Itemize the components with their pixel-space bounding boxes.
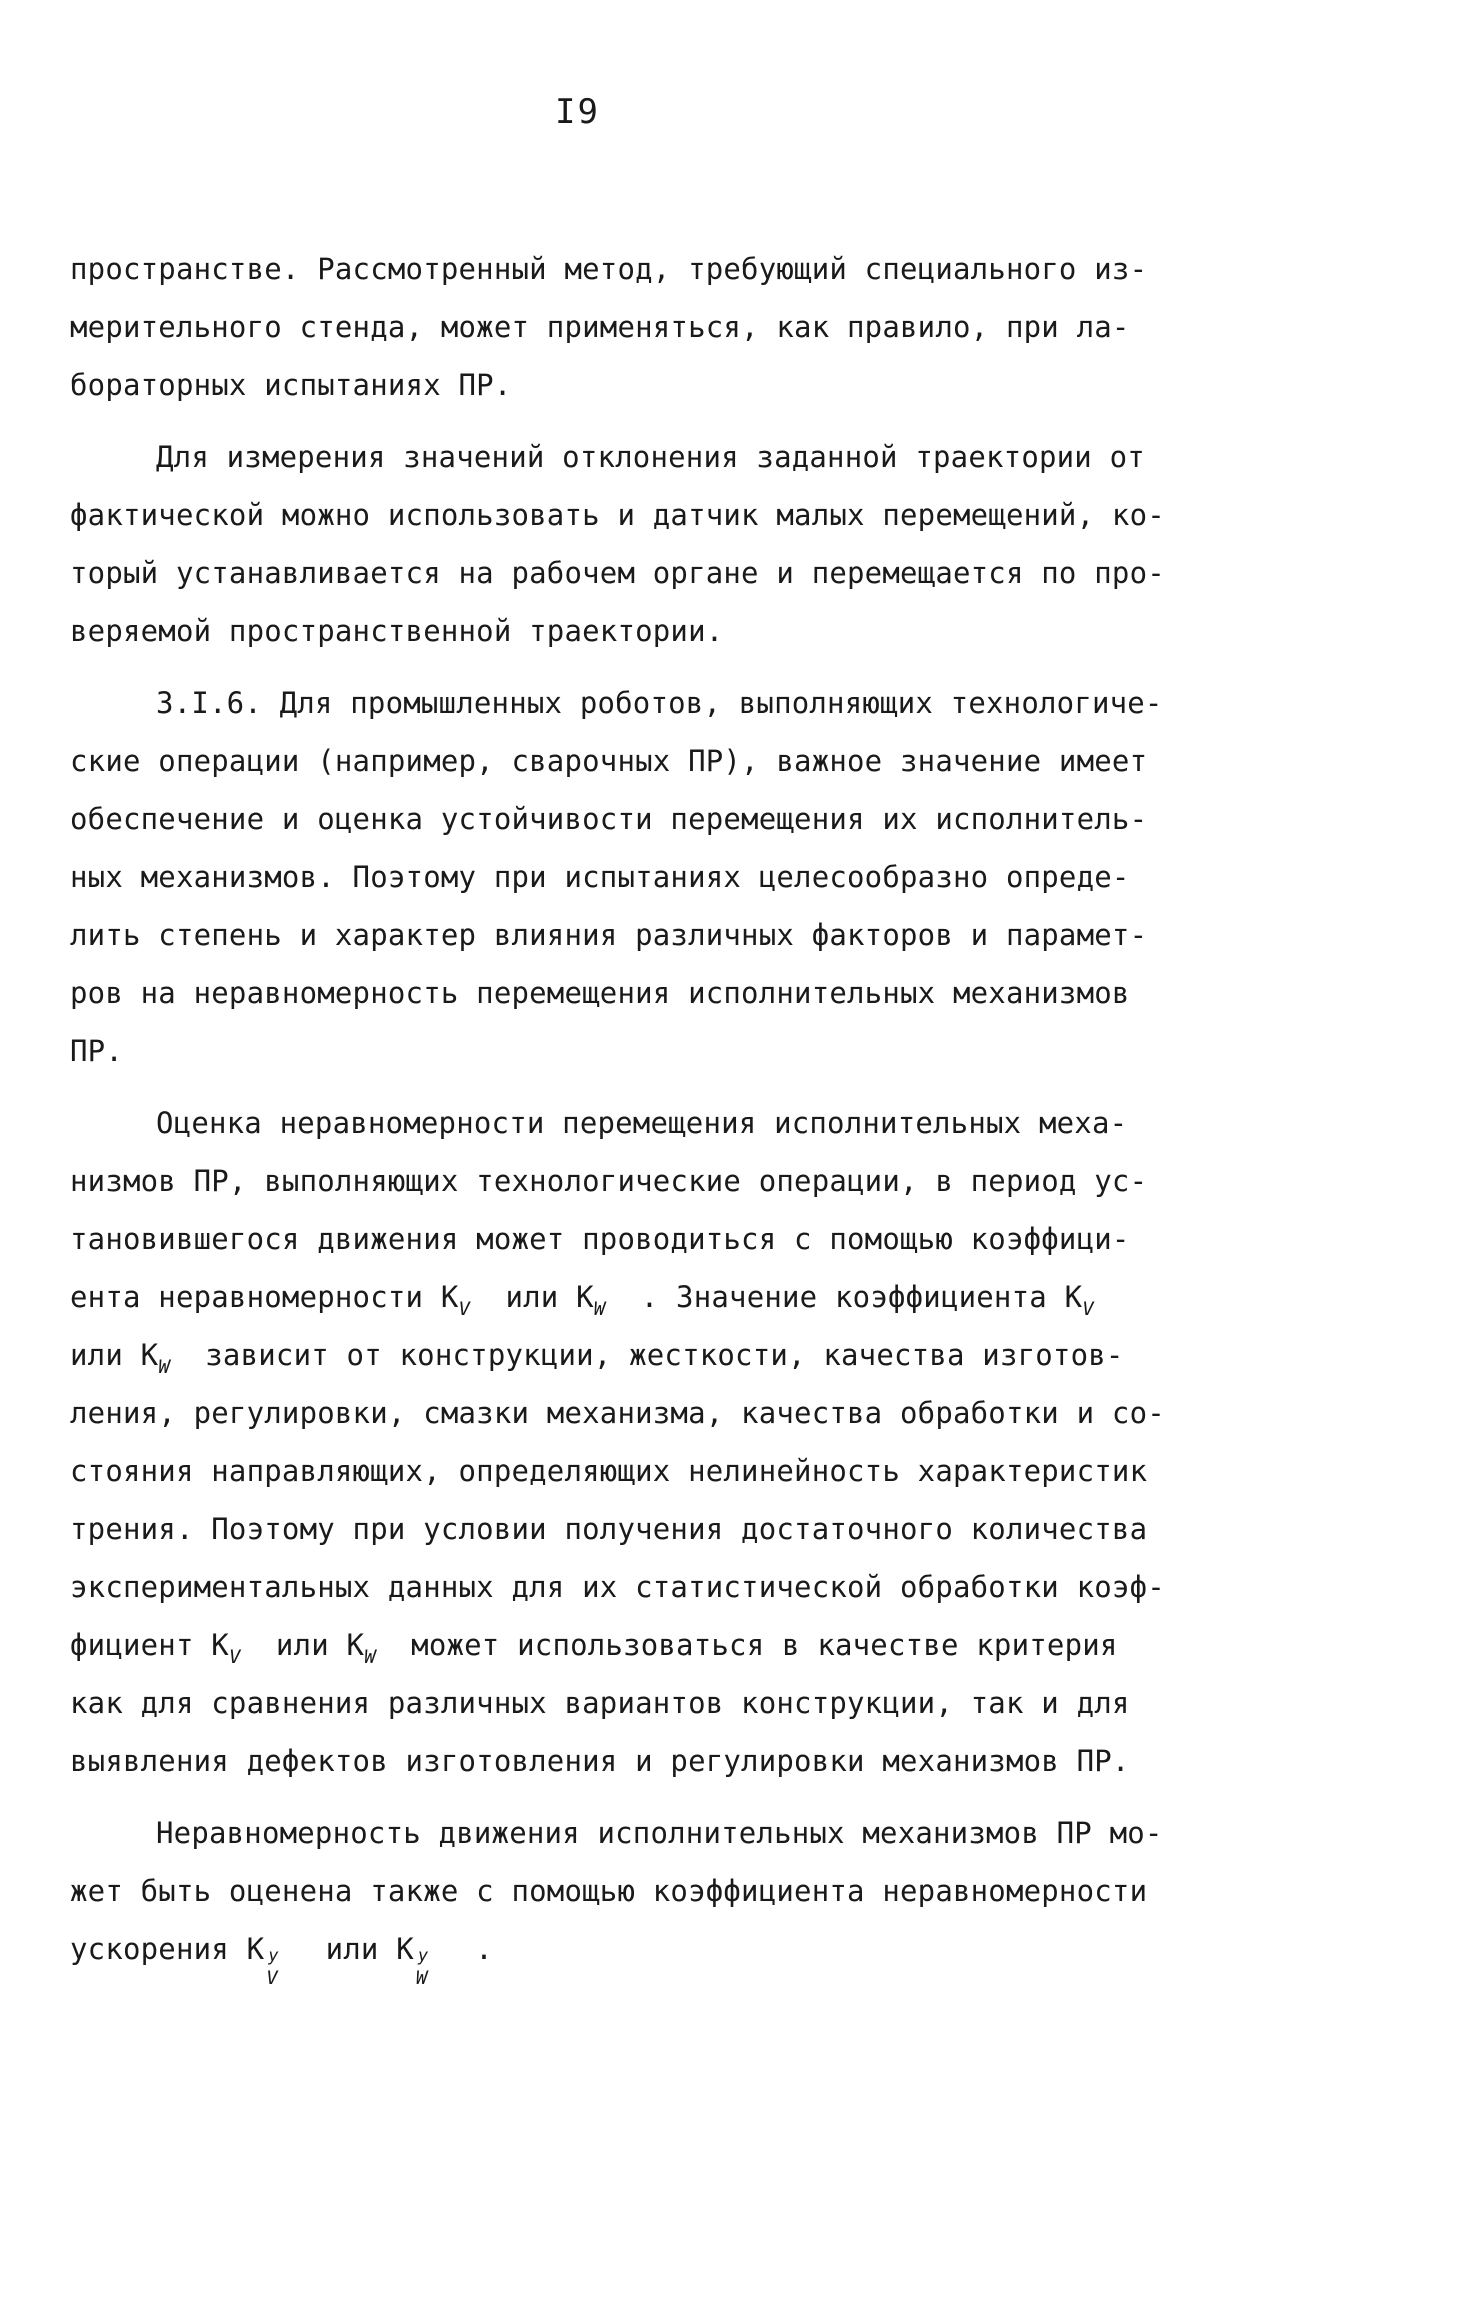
subscript-v: V: [1082, 1298, 1094, 1320]
text-line: Оценка неравномерности перемещения исполнительных меха-: [156, 1106, 1128, 1140]
text-run: зависит от конструкции, жесткости, качества изготов-: [169, 1338, 1124, 1372]
text-run: фициент К: [70, 1628, 229, 1662]
formula-line: [70, 1326, 1190, 1384]
text-line: обеспечение и оценка устойчивости перемещения их исполнитель-: [70, 802, 1148, 836]
text-line: трения. Поэтому при условии получения достаточного количества: [70, 1512, 1148, 1546]
subscript-v: V: [228, 1646, 241, 1668]
text-line: тановившегося движения может проводиться с помощью коэффици-: [70, 1222, 1130, 1256]
text-run: или К: [290, 1932, 414, 1966]
paragraph-4: [70, 1094, 1190, 1790]
text-line: ров на неравномерность перемещения исполнительных механизмов: [70, 976, 1130, 1010]
body-text: [70, 240, 1190, 1989]
text-line: Неравномерность движения исполнительных механизмов ПР мо-: [156, 1816, 1163, 1850]
text-line: ские операции (например, сварочных ПР), важное значение имеет: [70, 744, 1148, 778]
sub-superscript: [414, 1939, 440, 1989]
text-line: торый устанавливается на рабочем органе и перемещается по про-: [70, 556, 1165, 590]
text-line: пространстве. Рассмотренный метод, требующий специального из-: [70, 252, 1148, 286]
text-run: ента неравномерности К: [70, 1280, 459, 1314]
text-line: ПР.: [70, 1034, 123, 1068]
sub-superscript: [264, 1939, 290, 1989]
paragraph-3: [70, 674, 1190, 1080]
text-line: фактической можно использовать и датчик малых перемещений, ко-: [70, 498, 1165, 532]
paragraph-1: [70, 240, 1190, 414]
subscript-w: W: [593, 1298, 606, 1320]
text-line: бораторных испытаниях ПР.: [70, 368, 512, 402]
superscript-y: y: [268, 1946, 279, 1966]
text-run: или К: [70, 1338, 159, 1372]
text-line: низмов ПР, выполняющих технологические операции, в период ус-: [70, 1164, 1148, 1198]
paragraph-2: [70, 428, 1190, 660]
text-run: может использоваться в качестве критерия: [375, 1628, 1118, 1662]
text-line: выявления дефектов изготовления и регулировки механизмов ПР.: [70, 1744, 1130, 1778]
superscript-y: y: [417, 1946, 429, 1966]
text-line: экспериментальных данных для их статистической обработки коэф-: [70, 1570, 1165, 1604]
paragraph-5: [70, 1804, 1190, 1989]
text-line: как для сравнения различных вариантов конструкции, так и для: [70, 1686, 1130, 1720]
text-line: лить степень и характер влияния различных факторов и парамет-: [70, 918, 1148, 952]
text-run: .: [439, 1932, 493, 1966]
text-line: ления, регулировки, смазки механизма, качества обработки и со-: [70, 1396, 1165, 1430]
formula-line: [70, 1268, 1190, 1326]
subscript-v: V: [266, 1967, 278, 1989]
subscript-w: W: [364, 1646, 376, 1668]
page-number: I9: [555, 92, 600, 132]
subscript-w: W: [415, 1967, 428, 1989]
subscript-w: W: [158, 1356, 170, 1378]
text-run: . Значение коэффициента К: [605, 1280, 1083, 1314]
formula-line: [70, 1616, 1190, 1674]
subscript-v: V: [458, 1298, 471, 1320]
text-run: ускорения К: [70, 1932, 265, 1966]
text-line: жет быть оценена также с помощью коэффициента неравномерности: [70, 1874, 1148, 1908]
formula-line: [70, 1920, 1190, 1989]
text-line: веряемой пространственной траектории.: [70, 614, 724, 648]
text-line: Для измерения значений отклонения заданной траектории от: [156, 440, 1145, 474]
text-line: ных механизмов. Поэтому при испытаниях целесообразно опреде-: [70, 860, 1130, 894]
text-line: мерительного стенда, может применяться, как правило, при ла-: [70, 310, 1130, 344]
text-line: 3.I.6. Для промышленных роботов, выполняющих технологиче-: [156, 686, 1163, 720]
text-line: стояния направляющих, определяющих нелинейность характеристик: [70, 1454, 1148, 1488]
text-run: или К: [470, 1280, 594, 1314]
text-run: или К: [240, 1628, 365, 1662]
